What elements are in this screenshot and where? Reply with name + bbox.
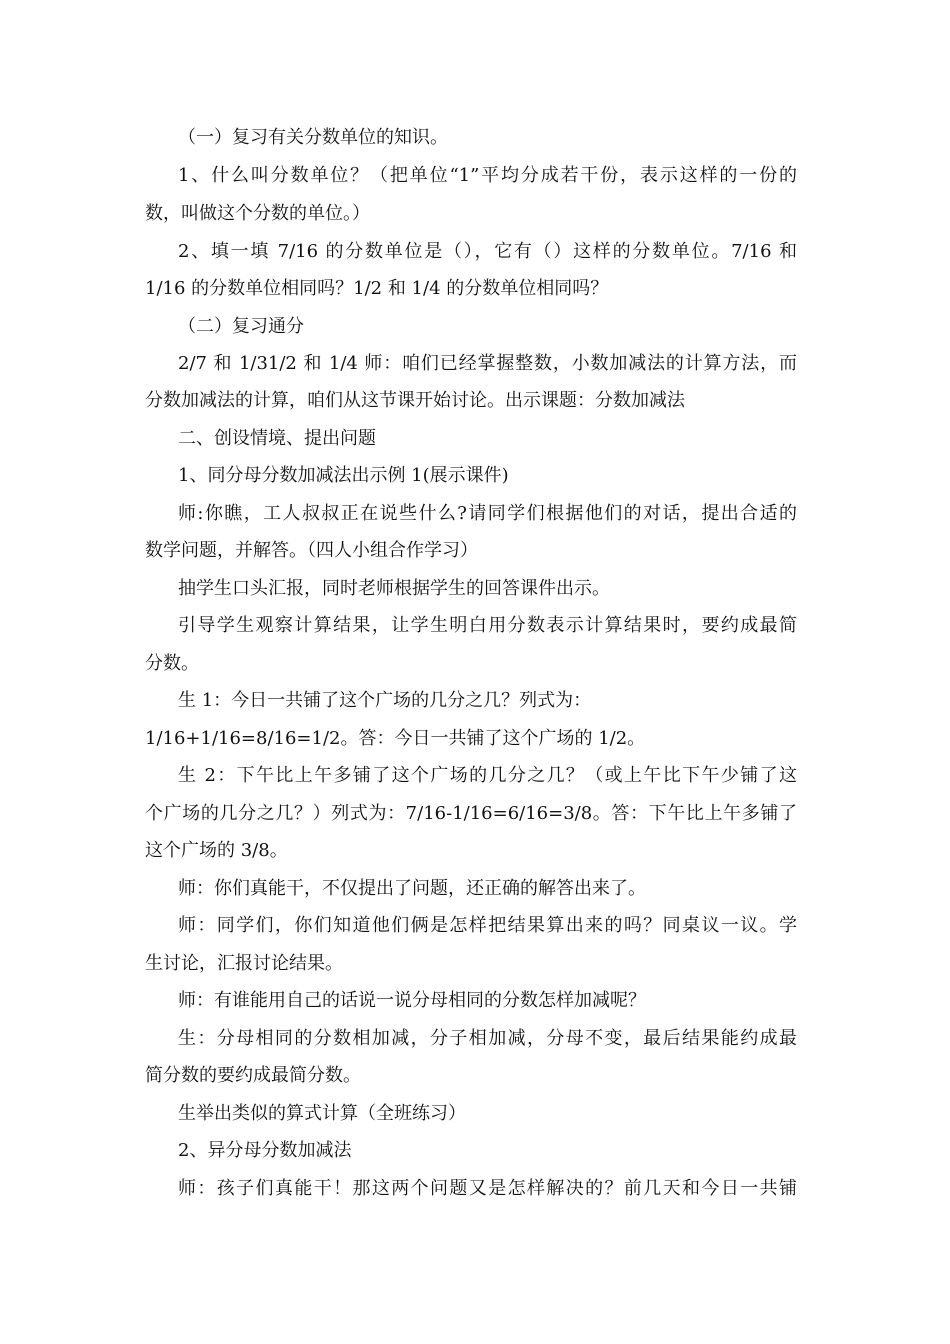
paragraph-line: 生举出类似的算式计算（全班练习）	[178, 1103, 466, 1124]
paragraph-line: 1/16+1/16=8/16=1/2。答：今日一共铺了这个广场的 1/2。	[145, 728, 646, 749]
paragraph-line: 数，叫做这个分数的单位。）	[145, 203, 370, 224]
paragraph-line: 师：同学们，你们知道他们俩是怎样把结果算出来的吗？同桌议一议。学	[178, 915, 797, 936]
paragraph-line: 师:你瞧，工人叔叔正在说些什么?请同学们根据他们的对话，提出合适的	[178, 503, 797, 524]
heading-same-denominator: 1、同分母分数加减法出示例 1(展示课件)	[178, 465, 509, 486]
paragraph-line: 个广场的几分之几？）列式为：7/16-1/16=6/16=3/8。答：下午比上午多铺了	[145, 803, 797, 824]
paragraph-line: 1、什么叫分数单位？（把单位“1”平均分成若干份，表示这样的一份的	[178, 165, 797, 186]
paragraph-line: 2/7 和 1/31/2 和 1/4 师：咱们已经掌握整数，小数加减法的计算方法，而	[178, 353, 797, 374]
paragraph-line: 分数加减法的计算，咱们从这节课开始讨论。出示课题：分数加减法	[145, 390, 685, 411]
paragraph-line: 分数。	[145, 653, 199, 674]
paragraph-line: 简分数的要约成最简分数。	[145, 1065, 361, 1086]
paragraph-line: 生：分母相同的分数相加减，分子相加减，分母不变，最后结果能约成最	[178, 1028, 797, 1049]
heading-review-fraction-unit: （一）复习有关分数单位的知识。	[178, 127, 448, 148]
paragraph-line: 数学问题，并解答。（四人小组合作学习）	[145, 540, 478, 561]
paragraph-line: 师：孩子们真能干！那这两个问题又是怎样解决的？前几天和今日一共铺	[178, 1178, 797, 1199]
paragraph-line: 生 2：下午比上午多铺了这个广场的几分之几？（或上午比下午少铺了这	[178, 765, 797, 786]
paragraph-line: 师：你们真能干，不仅提出了问题，还正确的解答出来了。	[178, 878, 646, 899]
paragraph-line: 师：有谁能用自己的话说一说分母相同的分数怎样加减呢？	[178, 990, 646, 1011]
paragraph-line: 生讨论，汇报讨论结果。	[145, 953, 343, 974]
paragraph-line: 1/16 的分数单位相同吗？1/2 和 1/4 的分数单位相同吗？	[145, 278, 609, 299]
paragraph-line: 引导学生观察计算结果，让学生明白用分数表示计算结果时，要约成最简	[178, 615, 797, 636]
paragraph-line: 这个广场的 3/8。	[145, 840, 288, 861]
paragraph-line: 生 1：今日一共铺了这个广场的几分之几？列式为：	[178, 690, 592, 711]
heading-different-denominator: 2、异分母分数加减法	[178, 1140, 352, 1161]
heading-review-common-denominator: （二）复习通分	[178, 316, 304, 337]
paragraph-line: 抽学生口头汇报，同时老师根据学生的回答课件出示。	[178, 578, 610, 599]
paragraph-line: 2、填一填 7/16 的分数单位是（），它有（）这样的分数单位。7/16 和	[178, 241, 797, 262]
heading-create-scenario: 二、创设情境、提出问题	[178, 428, 376, 449]
